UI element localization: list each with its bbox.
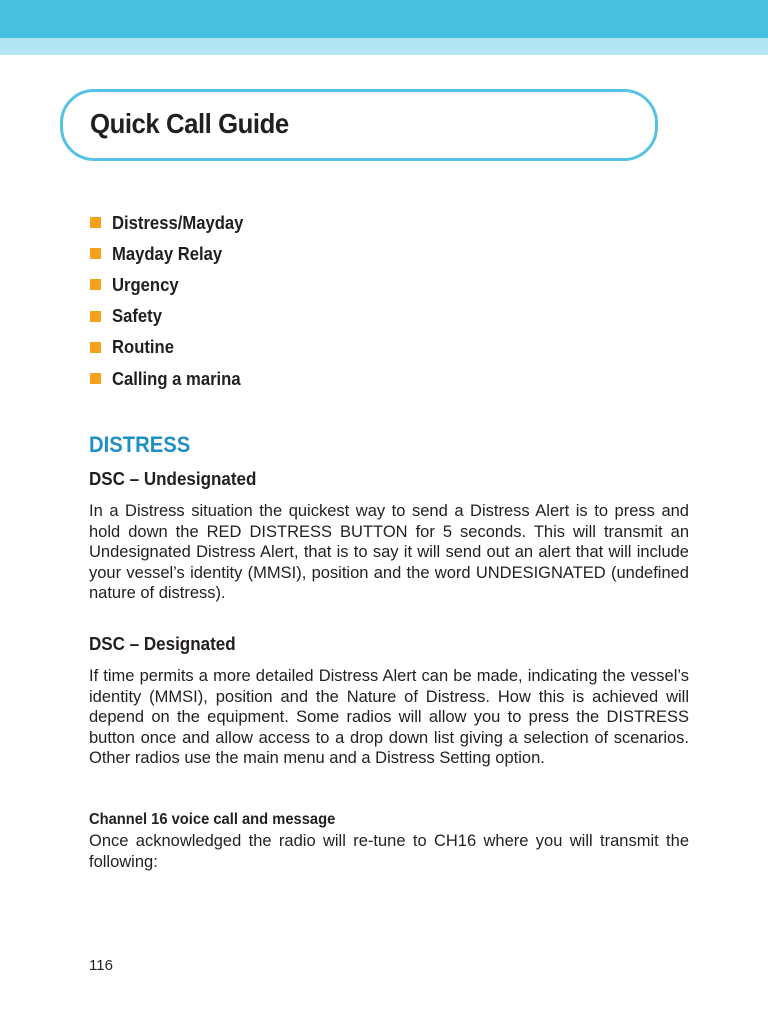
square-bullet-icon: [90, 248, 101, 259]
list-item-label: Routine: [112, 336, 174, 358]
header-sub-band: [0, 38, 768, 55]
square-bullet-icon: [90, 217, 101, 228]
list-item: [90, 207, 258, 238]
list-item: [90, 238, 258, 269]
paragraph-channel16: Once acknowledged the radio will re-tune to CH16 where you will transmit the following:: [89, 832, 689, 871]
page-number: 116: [89, 957, 113, 974]
list-item-label: Mayday Relay: [112, 242, 223, 264]
list-item-label: Urgency: [112, 273, 179, 295]
section-heading: DISTRESS: [89, 432, 191, 457]
list-item: [90, 269, 258, 300]
title-box: [60, 89, 658, 161]
subheading-designated: DSC – Designated: [89, 633, 236, 654]
list-item: [90, 332, 258, 363]
paragraph-undesignated: In a Distress situation the quickest way to send a Distress Alert is to press and hold down the RED DISTRESS BUTTON for 5 seconds. This will transmit an Undesignated Distress Alert, that is to say it will send out an alert that will include your vessel’s identity (MMSI), position and the word UNDESIGNATED (undefined nature of distress).: [89, 502, 689, 603]
topic-list: [90, 207, 258, 394]
list-item: [90, 301, 258, 332]
subheading-undesignated: DSC – Undesignated: [89, 468, 257, 489]
list-item-label: Safety: [112, 305, 162, 327]
square-bullet-icon: [90, 373, 101, 384]
square-bullet-icon: [90, 342, 101, 353]
list-item: [90, 363, 258, 394]
square-bullet-icon: [90, 311, 101, 322]
header-band: [0, 0, 768, 38]
page-title: Quick Call Guide: [90, 108, 289, 139]
list-item-label: Distress/Mayday: [112, 211, 244, 233]
subheading-channel16: Channel 16 voice call and message: [89, 811, 336, 828]
list-item-label: Calling a marina: [112, 367, 241, 389]
paragraph-designated: If time permits a more detailed Distress Alert can be made, indicating the vessel’s identity (MMSI), position and the Nature of Distress. How this is achieved will depend on the equipment. Some radios will allow you to press the DISTRESS button once and allow access to a drop down list giving a selection of scenarios. Other radios use the main menu and a Distress Setting option.: [89, 667, 689, 768]
square-bullet-icon: [90, 279, 101, 290]
